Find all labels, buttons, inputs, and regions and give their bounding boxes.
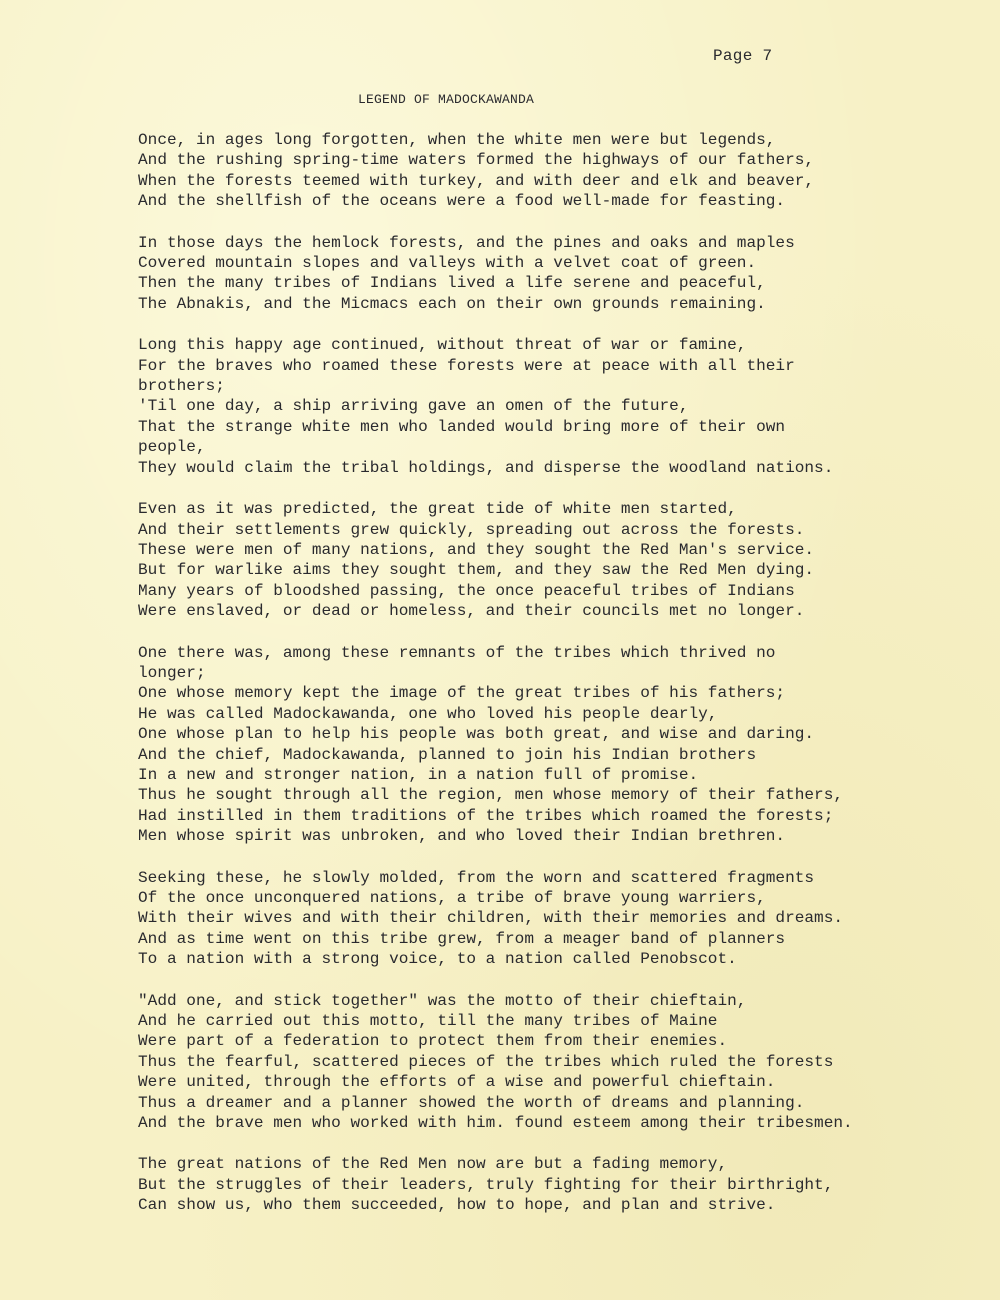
poem-line: And the brave men who worked with him. found esteem among their tribesmen. — [138, 1114, 853, 1133]
poem-line: Thus the fearful, scattered pieces of the tribes which ruled the forests — [138, 1052, 834, 1071]
poem-line: Men whose spirit was unbroken, and who loved their Indian brethren. — [138, 827, 786, 846]
poem-line: Covered mountain slopes and valleys with a velvet coat of green. — [138, 254, 757, 273]
poem-line: brothers; — [138, 377, 225, 396]
poem-line: Were enslaved, or dead or homeless, and their councils met no longer. — [138, 602, 805, 621]
poem-line: When the forests teemed with turkey, and with deer and elk and beaver, — [138, 171, 815, 190]
poem-line: That the strange white men who landed would bring more of their own — [138, 417, 786, 436]
poem-line: To a nation with a strong voice, to a nation called Penobscot. — [138, 950, 737, 969]
poem-line: These were men of many nations, and they sought the Red Man's service. — [138, 540, 815, 559]
poem-line: For the braves who roamed these forests were at peace with all their — [138, 356, 795, 375]
poem-line: Can show us, who them succeeded, how to hope, and plan and strive. — [138, 1196, 776, 1215]
stanza — [138, 335, 918, 478]
poem-line: He was called Madockawanda, one who loved his people dearly, — [138, 704, 718, 723]
poem-line: Once, in ages long forgotten, when the white men were but legends, — [138, 131, 776, 149]
poem-line: And their settlements grew quickly, spreading out across the forests. — [138, 520, 805, 539]
poem-line: Thus a dreamer and a planner showed the worth of dreams and planning. — [138, 1093, 805, 1112]
poem-line: But for warlike aims they sought them, and they saw the Red Men dying. — [138, 561, 815, 580]
poem-line: Many years of bloodshed passing, the once peaceful tribes of Indians — [138, 581, 795, 600]
poem-line: But the struggles of their leaders, truly fighting for their birthright, — [138, 1175, 834, 1194]
poem-line: In those days the hemlock forests, and the pines and oaks and maples — [138, 233, 795, 252]
poem-line: people, — [138, 438, 206, 457]
poem-line: The great nations of the Red Men now are but a fading memory, — [138, 1155, 728, 1174]
page-number: Page 7 — [713, 47, 773, 65]
poem-line: They would claim the tribal holdings, and disperse the woodland nations. — [138, 458, 834, 477]
poem-title: LEGEND OF MADOCKAWANDA — [358, 92, 535, 107]
poem-line: Of the once unconquered nations, a tribe of brave young warriers, — [138, 889, 766, 907]
poem-line: And the rushing spring-time waters formed the highways of our fathers, — [138, 151, 815, 170]
stanza — [138, 991, 918, 1134]
poem-line: One there was, among these remnants of the tribes which thrived no — [138, 643, 776, 662]
poem-line: Thus he sought through all the region, men whose memory of their fathers, — [138, 786, 844, 805]
poem-line: Were part of a federation to protect them from their enemies. — [138, 1032, 728, 1051]
poem-line: In a new and stronger nation, in a nation full of promise. — [138, 765, 699, 784]
stanza — [138, 233, 918, 315]
poem-line: The Abnakis, and the Micmacs each on their own grounds remaining. — [138, 294, 766, 313]
poem-body — [138, 130, 918, 1237]
poem-line: And he carried out this motto, till the many tribes of Maine — [138, 1012, 718, 1031]
poem-line: Seeking these, he slowly molded, from the worn and scattered fragments — [138, 868, 815, 887]
stanza — [138, 1154, 918, 1215]
poem-line: With their wives and with their children, with their memories and dreams. — [138, 909, 844, 928]
poem-line: One whose plan to help his people was both great, and wise and daring. — [138, 725, 815, 744]
poem-line: Were united, through the efforts of a wise and powerful chieftain. — [138, 1073, 776, 1092]
stanza — [138, 130, 918, 212]
poem-line: Then the many tribes of Indians lived a life serene and peaceful, — [138, 274, 766, 293]
poem-line: And the chief, Madockawanda, planned to join his Indian brothers — [138, 745, 757, 764]
poem-line: Even as it was predicted, the great tide of white men started, — [138, 500, 737, 519]
stanza — [138, 643, 918, 847]
poem-line: "Add one, and stick together" was the motto of their chieftain, — [138, 991, 747, 1010]
stanza — [138, 868, 918, 970]
poem-line: longer; — [138, 663, 206, 682]
poem-line: And as time went on this tribe grew, from a meager band of planners — [138, 929, 786, 948]
poem-line: Long this happy age continued, without threat of war or famine, — [138, 336, 747, 355]
stanza — [138, 499, 918, 621]
poem-line: 'Til one day, a ship arriving gave an omen of the future, — [138, 397, 689, 416]
poem-line: One whose memory kept the image of the great tribes of his fathers; — [138, 684, 786, 703]
poem-line: And the shellfish of the oceans were a food well-made for feasting. — [138, 192, 786, 211]
poem-line: Had instilled in them traditions of the tribes which roamed the forests; — [138, 806, 834, 825]
